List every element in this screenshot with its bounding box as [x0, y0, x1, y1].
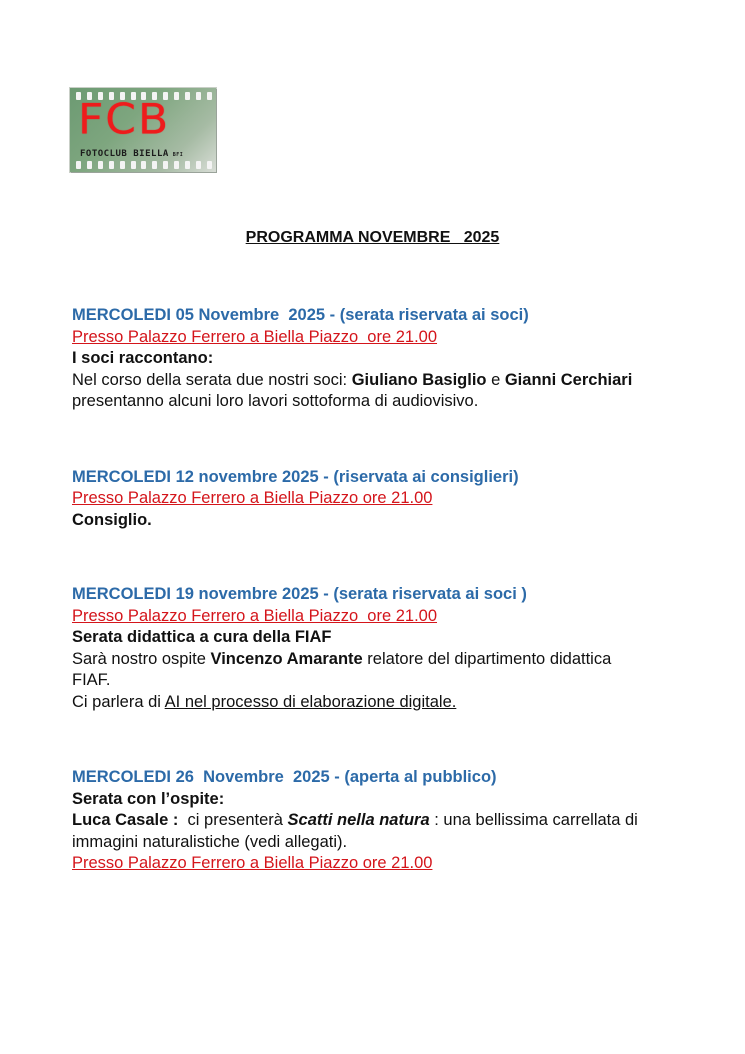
- presentation-title: Scatti nella natura: [287, 811, 430, 829]
- guest-name: Vincenzo Amarante: [210, 649, 363, 668]
- event-venue: Presso Palazzo Ferrero a Biella Piazzo ore 21.00: [72, 489, 433, 507]
- event-19-novembre: [72, 584, 692, 713]
- film-perforations-bottom: [76, 161, 212, 169]
- event-venue: Presso Palazzo Ferrero a Biella Piazzo ore 21.00: [72, 327, 438, 346]
- event-subtitle: I soci raccontano:: [72, 349, 214, 367]
- event-description-line: immagini naturalistiche (vedi allegati).: [72, 832, 348, 851]
- guest-name: Gianni Cerchiari: [504, 370, 633, 389]
- event-26-novembre: [72, 767, 692, 875]
- event-description: Sarà nostro ospite Vincenzo Amarante relatore del dipartimento didattica: [72, 649, 612, 668]
- topic-link[interactable]: AI nel processo di elaborazione digitale.: [164, 692, 457, 711]
- fotoclub-biella-logo: [70, 88, 216, 172]
- event-subtitle: Serata didattica a cura della FIAF: [72, 628, 332, 646]
- guest-name: Luca Casale :: [72, 811, 183, 829]
- event-05-novembre: [72, 305, 692, 413]
- event-topic: Ci parlera di AI nel processo di elaborazione digitale.: [72, 692, 457, 711]
- event-heading: MERCOLEDI 19 novembre 2025 - (serata riservata ai soci ): [72, 585, 527, 603]
- event-subtitle: Serata con l’ospite:: [72, 789, 225, 808]
- event-description-line: presentanno alcuni loro lavori sottoforma di audiovisivo.: [72, 392, 479, 410]
- event-subtitle: Consiglio.: [72, 510, 152, 529]
- logo-subtitle: FOTOCLUB BIELLA BFI: [80, 149, 184, 159]
- event-description: Nel corso della serata due nostri soci: Giuliano Basiglio e Gianni Cerchiari: [72, 370, 633, 389]
- event-12-novembre: [72, 467, 692, 532]
- logo-mark: FCB: [78, 95, 171, 144]
- guest-name: Giuliano Basiglio: [351, 370, 487, 389]
- event-heading: MERCOLEDI 05 Novembre 2025 - (serata riservata ai soci): [72, 306, 529, 324]
- page-title: PROGRAMMA NOVEMBRE 2025: [245, 229, 500, 246]
- program-content: [72, 305, 692, 875]
- event-venue: Presso Palazzo Ferrero a Biella Piazzo ore 21.00: [72, 606, 438, 625]
- event-heading: MERCOLEDI 26 Novembre 2025 - (aperta al pubblico): [72, 768, 497, 786]
- event-description: Luca Casale : ci presenterà Scatti nella natura : una bellissima carrellata di: [72, 811, 638, 829]
- event-description-line: FIAF.: [72, 671, 111, 689]
- event-heading: MERCOLEDI 12 novembre 2025 - (riservata ai consiglieri): [72, 467, 519, 486]
- event-venue: Presso Palazzo Ferrero a Biella Piazzo ore 21.00: [72, 854, 433, 872]
